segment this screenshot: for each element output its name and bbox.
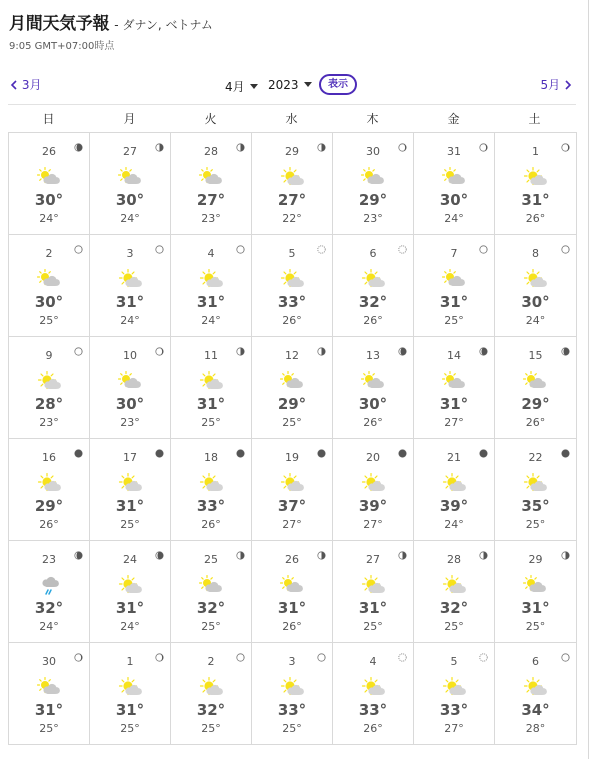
day-cell[interactable]	[495, 643, 577, 745]
day-cell[interactable]	[9, 235, 90, 337]
day-number: 27	[366, 553, 380, 566]
day-cell[interactable]	[90, 643, 171, 745]
day-number: 30	[42, 655, 56, 668]
day-number: 12	[285, 349, 299, 362]
low-temp: 27°	[363, 518, 383, 531]
show-button[interactable]: 表示	[319, 74, 357, 95]
moon-phase-icon	[74, 443, 83, 452]
moon-phase-icon	[236, 341, 245, 350]
day-cell[interactable]	[252, 541, 333, 643]
low-temp: 22°	[282, 212, 302, 225]
high-temp: 29°	[34, 497, 64, 515]
day-number: 2	[207, 655, 215, 668]
low-temp: 25°	[39, 314, 59, 327]
day-cell[interactable]	[414, 337, 495, 439]
day-cell[interactable]	[9, 541, 90, 643]
sun-cloud-icon	[523, 269, 549, 291]
moon-phase-icon	[155, 239, 164, 248]
day-number: 1	[532, 145, 539, 158]
day-cell[interactable]	[171, 541, 252, 643]
day-number: 19	[285, 451, 299, 464]
sun-cloud-icon	[37, 473, 63, 495]
low-temp: 27°	[282, 518, 302, 531]
high-temp: 33°	[277, 293, 307, 311]
low-temp: 25°	[282, 722, 302, 735]
day-number: 4	[207, 247, 215, 260]
next-month-label: 5月	[540, 78, 561, 92]
day-number: 15	[528, 349, 543, 362]
sun-cloud-icon	[280, 167, 306, 189]
day-cell[interactable]	[414, 235, 495, 337]
high-temp: 27°	[277, 191, 307, 209]
high-temp: 31°	[115, 293, 145, 311]
high-temp: 31°	[115, 701, 145, 719]
moon-phase-icon	[479, 341, 488, 350]
high-temp: 30°	[439, 191, 469, 209]
sun-cloud-icon	[199, 269, 225, 291]
day-cell[interactable]	[252, 133, 333, 235]
day-cell[interactable]	[495, 337, 577, 439]
day-cell[interactable]	[495, 541, 577, 643]
day-number: 28	[447, 553, 461, 566]
caret-down-icon	[304, 82, 312, 87]
day-number: 6	[369, 247, 377, 260]
day-number: 29	[285, 145, 299, 158]
low-temp: 25°	[282, 416, 302, 429]
high-temp: 32°	[439, 599, 469, 617]
low-temp: 25°	[525, 518, 546, 531]
low-temp: 26°	[201, 518, 221, 531]
sun-cloud-icon	[118, 269, 144, 291]
day-number: 23	[42, 553, 56, 566]
day-cell[interactable]	[9, 643, 90, 745]
day-cell[interactable]	[495, 133, 577, 235]
high-temp: 39°	[439, 497, 469, 515]
day-cell[interactable]	[252, 235, 333, 337]
day-number: 10	[123, 349, 137, 362]
high-temp: 31°	[439, 293, 469, 311]
low-temp: 24°	[120, 314, 140, 327]
moon-phase-icon	[155, 341, 164, 350]
low-temp: 23°	[201, 212, 221, 225]
day-cell[interactable]	[90, 337, 171, 439]
moon-phase-icon	[236, 647, 245, 656]
low-temp: 26°	[363, 416, 383, 429]
day-number: 14	[447, 349, 461, 362]
year-select[interactable]	[268, 78, 312, 92]
moon-phase-icon	[398, 647, 407, 656]
moon-phase-icon	[317, 647, 326, 656]
day-cell[interactable]	[171, 643, 252, 745]
chevron-right-icon	[564, 78, 572, 92]
day-cell[interactable]	[252, 439, 333, 541]
header	[9, 9, 213, 34]
low-temp: 23°	[363, 212, 383, 225]
low-temp: 24°	[444, 212, 464, 225]
high-temp: 30°	[521, 293, 550, 311]
day-cell[interactable]	[333, 439, 414, 541]
low-temp: 26°	[363, 314, 383, 327]
day-cell[interactable]	[90, 439, 171, 541]
low-temp: 25°	[444, 314, 464, 327]
high-temp: 31°	[196, 395, 226, 413]
low-temp: 23°	[120, 416, 140, 429]
day-number: 28	[204, 145, 218, 158]
day-number: 27	[123, 145, 137, 158]
year-value: 2023	[268, 78, 299, 92]
sun-cloud-icon	[361, 575, 387, 597]
low-temp: 24°	[39, 620, 59, 633]
weekday-tue: 火	[204, 112, 217, 126]
high-temp: 33°	[439, 701, 469, 719]
low-temp: 27°	[444, 416, 464, 429]
caret-down-icon	[250, 84, 258, 89]
page-title: 月間天気予報	[9, 14, 110, 34]
day-cell[interactable]	[495, 439, 577, 541]
moon-phase-icon	[479, 137, 488, 146]
partly-cloudy-icon	[361, 371, 387, 393]
high-temp: 29°	[358, 191, 388, 209]
day-cell[interactable]	[9, 133, 90, 235]
weekday-wed: 水	[285, 112, 298, 126]
day-cell[interactable]	[495, 235, 577, 337]
prev-month-label: 3月	[21, 78, 42, 92]
moon-phase-icon	[398, 239, 407, 248]
day-number: 20	[366, 451, 380, 464]
moon-phase-icon	[155, 545, 164, 554]
day-cell[interactable]	[90, 133, 171, 235]
low-temp: 26°	[363, 722, 383, 735]
sun-cloud-icon	[199, 677, 225, 699]
low-temp: 26°	[282, 620, 302, 633]
sun-cloud-icon	[523, 167, 549, 189]
partly-cloudy-icon	[442, 167, 468, 189]
moon-phase-icon	[236, 239, 245, 248]
timestamp: 9:05 GMT+07:00時点	[9, 41, 115, 52]
sun-cloud-icon	[199, 371, 225, 393]
day-number: 5	[450, 655, 458, 668]
weekday-header	[8, 110, 576, 130]
moon-phase-icon	[74, 647, 83, 656]
moon-phase-icon	[561, 647, 570, 656]
day-number: 30	[366, 145, 380, 158]
partly-cloudy-icon	[37, 677, 63, 699]
day-cell[interactable]	[414, 439, 495, 541]
weekday-sat: 土	[528, 112, 541, 126]
day-cell[interactable]	[414, 541, 495, 643]
partly-cloudy-icon	[199, 167, 225, 189]
day-cell[interactable]	[333, 337, 414, 439]
day-number: 3	[288, 655, 296, 668]
day-cell[interactable]	[333, 235, 414, 337]
sun-cloud-icon	[523, 473, 549, 495]
day-cell[interactable]	[171, 439, 252, 541]
moon-phase-icon	[561, 545, 570, 554]
day-number: 22	[528, 451, 543, 464]
low-temp: 26°	[525, 416, 546, 429]
moon-phase-icon	[74, 545, 83, 554]
low-temp: 25°	[201, 620, 221, 633]
partly-cloudy-icon	[442, 269, 468, 291]
low-temp: 25°	[525, 620, 546, 633]
low-temp: 26°	[39, 518, 59, 531]
high-temp: 33°	[358, 701, 388, 719]
divider	[8, 104, 576, 105]
moon-phase-icon	[398, 545, 407, 554]
moon-phase-icon	[317, 443, 326, 452]
moon-phase-icon	[561, 341, 570, 350]
high-temp: 27°	[196, 191, 226, 209]
moon-phase-icon	[74, 341, 83, 350]
partly-cloudy-icon	[280, 371, 306, 393]
moon-phase-icon	[317, 239, 326, 248]
month-value: 4月	[225, 80, 245, 94]
low-temp: 24°	[444, 518, 464, 531]
sun-cloud-icon	[118, 473, 144, 495]
day-cell[interactable]	[171, 235, 252, 337]
partly-cloudy-icon	[199, 575, 225, 597]
day-cell[interactable]	[333, 643, 414, 745]
day-cell[interactable]	[171, 133, 252, 235]
month-select[interactable]	[225, 78, 258, 95]
moon-phase-icon	[236, 443, 245, 452]
day-number: 31	[447, 145, 461, 158]
moon-phase-icon	[155, 443, 164, 452]
low-temp: 23°	[39, 416, 59, 429]
moon-phase-icon	[479, 647, 488, 656]
day-cell[interactable]	[9, 439, 90, 541]
high-temp: 31°	[439, 395, 469, 413]
sun-cloud-icon	[280, 677, 306, 699]
day-number: 18	[204, 451, 218, 464]
high-temp: 35°	[521, 497, 550, 515]
day-cell[interactable]	[414, 133, 495, 235]
day-number: 3	[126, 247, 134, 260]
moon-phase-icon	[398, 341, 407, 350]
day-number: 21	[447, 451, 461, 464]
day-number: 11	[204, 349, 218, 362]
sun-cloud-icon	[442, 473, 468, 495]
high-temp: 30°	[115, 395, 145, 413]
moon-phase-icon	[317, 137, 326, 146]
low-temp: 25°	[201, 416, 221, 429]
high-temp: 31°	[196, 293, 226, 311]
high-temp: 32°	[196, 701, 226, 719]
low-temp: 26°	[525, 212, 546, 225]
partly-cloudy-icon	[523, 371, 549, 393]
moon-phase-icon	[74, 137, 83, 146]
low-temp: 25°	[120, 722, 140, 735]
sun-cloud-icon	[280, 473, 306, 495]
moon-phase-icon	[479, 545, 488, 554]
day-number: 2	[45, 247, 53, 260]
low-temp: 25°	[120, 518, 140, 531]
weekday-sun: 日	[42, 112, 55, 126]
day-cell[interactable]	[171, 337, 252, 439]
low-temp: 24°	[525, 314, 546, 327]
high-temp: 29°	[521, 395, 550, 413]
low-temp: 24°	[120, 212, 140, 225]
prev-month-link[interactable]	[10, 76, 41, 93]
low-temp: 25°	[201, 722, 221, 735]
sun-cloud-icon	[280, 269, 306, 291]
low-temp: 27°	[444, 722, 464, 735]
moon-phase-icon	[74, 239, 83, 248]
high-temp: 31°	[277, 599, 307, 617]
low-temp: 24°	[201, 314, 221, 327]
low-temp: 24°	[39, 212, 59, 225]
partly-cloudy-icon	[37, 269, 63, 291]
sun-cloud-icon	[442, 575, 468, 597]
high-temp: 30°	[115, 191, 145, 209]
day-number: 25	[204, 553, 218, 566]
chevron-left-icon	[10, 78, 22, 92]
partly-cloudy-icon	[442, 371, 468, 393]
moon-phase-icon	[398, 443, 407, 452]
moon-phase-icon	[155, 647, 164, 656]
low-temp: 24°	[120, 620, 140, 633]
low-temp: 25°	[444, 620, 464, 633]
moon-phase-icon	[236, 137, 245, 146]
partly-cloudy-icon	[118, 371, 144, 393]
high-temp: 28°	[34, 395, 64, 413]
day-number: 6	[532, 655, 539, 668]
partly-cloudy-icon	[280, 575, 306, 597]
sun-cloud-icon	[37, 371, 63, 393]
moon-phase-icon	[317, 545, 326, 554]
moon-phase-icon	[479, 239, 488, 248]
sun-cloud-icon	[361, 269, 387, 291]
partly-cloudy-icon	[523, 575, 549, 597]
moon-phase-icon	[155, 137, 164, 146]
moon-phase-icon	[561, 443, 570, 452]
sun-cloud-icon	[199, 473, 225, 495]
day-cell[interactable]	[90, 235, 171, 337]
partly-cloudy-icon	[118, 167, 144, 189]
day-number: 29	[528, 553, 543, 566]
day-number: 7	[450, 247, 458, 260]
rain-icon	[37, 575, 63, 597]
day-cell[interactable]	[333, 541, 414, 643]
low-temp: 28°	[525, 722, 546, 735]
day-cell[interactable]	[252, 337, 333, 439]
partly-cloudy-icon	[37, 167, 63, 189]
sun-cloud-icon	[361, 677, 387, 699]
moon-phase-icon	[236, 545, 245, 554]
high-temp: 37°	[277, 497, 307, 515]
day-number: 26	[42, 145, 56, 158]
high-temp: 30°	[34, 293, 64, 311]
next-month-link[interactable]	[541, 76, 572, 93]
moon-phase-icon	[398, 137, 407, 146]
day-cell[interactable]	[9, 337, 90, 439]
high-temp: 30°	[34, 191, 64, 209]
day-number: 9	[45, 349, 53, 362]
high-temp: 31°	[521, 599, 550, 617]
day-number: 17	[123, 451, 137, 464]
sun-cloud-icon	[442, 677, 468, 699]
moon-phase-icon	[479, 443, 488, 452]
day-number: 4	[369, 655, 377, 668]
day-number: 8	[532, 247, 539, 260]
high-temp: 29°	[277, 395, 307, 413]
high-temp: 32°	[34, 599, 64, 617]
high-temp: 31°	[34, 701, 64, 719]
sun-cloud-icon	[118, 677, 144, 699]
high-temp: 39°	[358, 497, 388, 515]
day-number: 1	[126, 655, 134, 668]
high-temp: 31°	[358, 599, 388, 617]
high-temp: 31°	[115, 497, 145, 515]
day-number: 16	[42, 451, 56, 464]
high-temp: 33°	[277, 701, 307, 719]
high-temp: 30°	[358, 395, 388, 413]
high-temp: 32°	[358, 293, 388, 311]
day-number: 26	[285, 553, 299, 566]
weekday-thu: 木	[366, 112, 379, 126]
day-cell[interactable]	[414, 643, 495, 745]
moon-phase-icon	[317, 341, 326, 350]
moon-phase-icon	[561, 239, 570, 248]
day-number: 13	[366, 349, 380, 362]
day-number: 24	[123, 553, 137, 566]
low-temp: 25°	[363, 620, 383, 633]
sun-cloud-icon	[523, 677, 549, 699]
sun-cloud-icon	[361, 473, 387, 495]
day-number: 5	[288, 247, 296, 260]
weekday-fri: 金	[447, 112, 460, 126]
location-subtitle: - ダナン, ベトナム	[114, 18, 213, 32]
high-temp: 31°	[115, 599, 145, 617]
high-temp: 34°	[521, 701, 550, 719]
partly-cloudy-icon	[361, 167, 387, 189]
high-temp: 32°	[196, 599, 226, 617]
moon-phase-icon	[561, 137, 570, 146]
day-cell[interactable]	[252, 643, 333, 745]
low-temp: 25°	[39, 722, 59, 735]
calendar-grid	[8, 132, 577, 745]
day-cell[interactable]	[90, 541, 171, 643]
sun-cloud-icon	[118, 575, 144, 597]
weekday-mon: 月	[123, 112, 136, 126]
low-temp: 26°	[282, 314, 302, 327]
high-temp: 31°	[521, 191, 550, 209]
high-temp: 33°	[196, 497, 226, 515]
day-cell[interactable]	[333, 133, 414, 235]
